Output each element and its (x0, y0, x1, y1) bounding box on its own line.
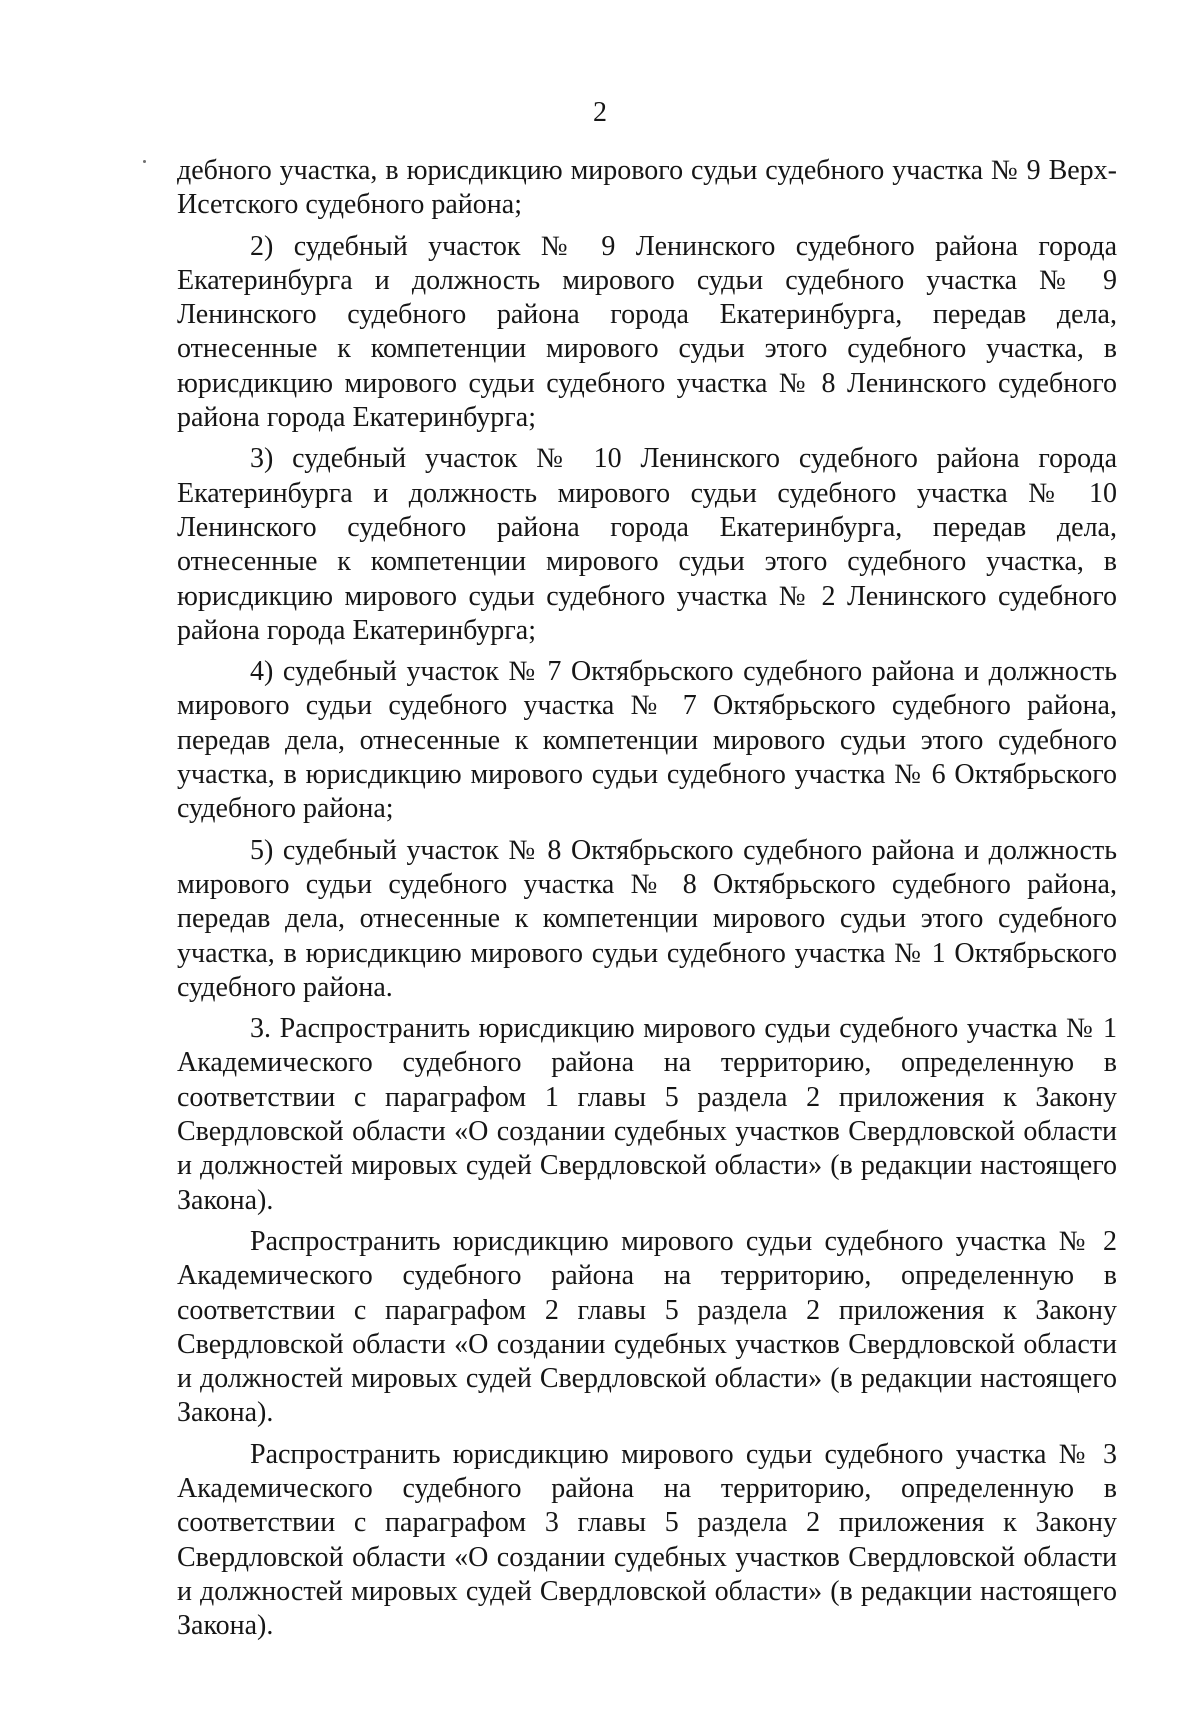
paragraph-item-4: 4) судебный участок № 7 Октябрьского судебного района и должность мирового судьи судебного участка № 7 Октябрьского судебного района, передав дела, отнесенные к компетенции мирового судьи этого судебного участка, в юрисдикцию мирового судьи судебного участка № 6 Октябрьского судебного района; (177, 656, 1117, 825)
paragraph-item-2: 2) судебный участок № 9 Ленинского судебного района города Екатеринбурга и должность мирового судьи судебного участка № 9 Ленинского судебного района города Екатеринбурга, передав дела, отнесенные к компетенции мирового судьи этого судебного участка, в юрисдикцию мирового судьи судебного участка № 8 Ленинского судебного района города Екатеринбурга; (177, 230, 1117, 434)
paragraph-continuation: дебного участка, в юрисдикцию мирового судьи судебного участка № 9 Верх-Исетского судебного района; (177, 155, 1117, 221)
paragraph-item-5: 5) судебный участок № 8 Октябрьского судебного района и должность мирового судьи судебного участка № 8 Октябрьского судебного района, передав дела, отнесенные к компетенции мирового судьи этого судебного участка, в юрисдикцию мирового судьи судебного участка № 1 Октябрьского судебного района. (177, 834, 1117, 1003)
document-body (177, 154, 1117, 1650)
paragraph-jurisdiction-2: Распространить юрисдикцию мирового судьи судебного участка № 2 Академического судебного района на территорию, определенную в соответствии с параграфом 2 главы 5 раздела 2 приложения к Закону Свердловской области «О создании судебных участков Свердловской области и должностей мировых судей Свердловской области» (в редакции настоящего Закона). (177, 1225, 1117, 1429)
paragraph-section-3: 3. Распространить юрисдикцию мирового судьи судебного участка № 1 Академического судебного района на территорию, определенную в соответствии с параграфом 1 главы 5 раздела 2 приложения к Закону Свердловской области «О создании судебных участков Свердловской области и должностей мировых судей Свердловской области» (в редакции настоящего Закона). (177, 1013, 1117, 1216)
scan-speck (143, 160, 146, 163)
page-number: 2 (593, 97, 607, 128)
paragraph-item-3: 3) судебный участок № 10 Ленинского судебного района города Екатеринбурга и должность мирового судьи судебного участка № 10 Ленинского судебного района города Екатеринбурга, передав дела, отнесенные к компетенции мирового судьи этого судебного участка, в юрисдикцию мирового судьи судебного участка № 2 Ленинского судебного района города Екатеринбурга; (177, 443, 1117, 646)
paragraph-jurisdiction-3: Распространить юрисдикцию мирового судьи судебного участка № 3 Академического судебного района на территорию, определенную в соответствии с параграфом 3 главы 5 раздела 2 приложения к Закону Свердловской области «О создании судебных участков Свердловской области и должностей мировых судей Свердловской области» (в редакции настоящего Закона). (177, 1438, 1117, 1642)
